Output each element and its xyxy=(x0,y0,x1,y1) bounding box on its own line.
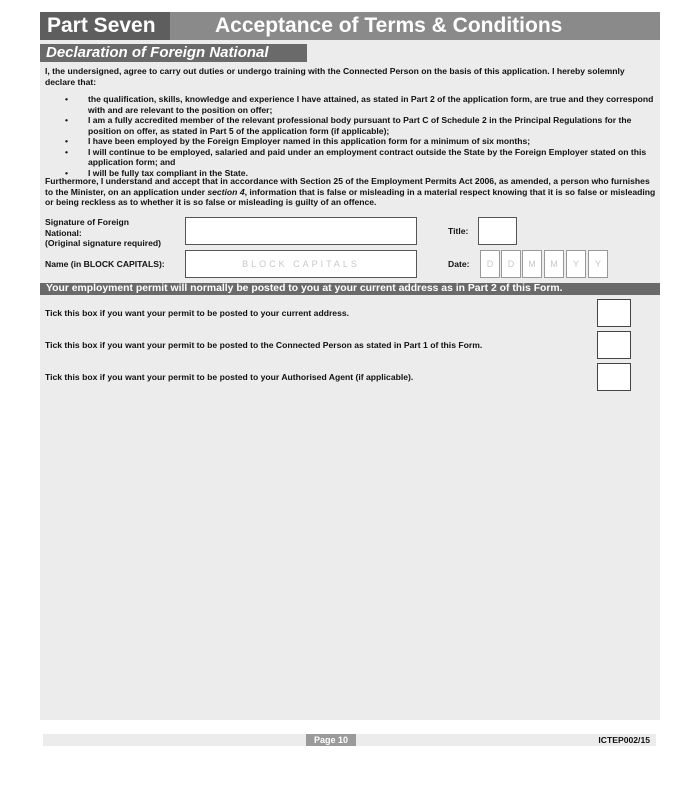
name-placeholder: BLOCK CAPITALS xyxy=(242,259,360,269)
declaration-item: • I will be fully tax compliant in the State. xyxy=(65,167,248,178)
page-number: Page 10 xyxy=(306,734,356,746)
tick-box-current-address[interactable] xyxy=(597,299,631,327)
declaration-item: • I will continue to be employed, salaried and paid under an employment contract outside the State by the Foreign Employer stated on this application form; and xyxy=(65,146,647,167)
declaration-list xyxy=(45,94,657,178)
declaration-item: • the qualification, skills, knowledge and experience I have attained, as stated in Part 2 of the application form, are true and they correspond with and are relevant to the position on offer; xyxy=(65,94,654,115)
tick-label-current-address: Tick this box if you want your permit to be posted to your current address. xyxy=(45,308,350,318)
date-year-2[interactable]: Y xyxy=(588,250,608,278)
title-field[interactable] xyxy=(478,217,517,245)
declaration-item: • I am a fully accredited member of the relevant professional body pursuant to Part C of Schedule 2 in the Principal Regulations for the position on offer, as stated in Part 5 of the application form (if applicable); xyxy=(65,115,632,136)
tick-box-authorised-agent[interactable] xyxy=(597,363,631,391)
form-code: ICTEP002/15 xyxy=(598,735,650,745)
part-header xyxy=(40,12,660,40)
name-field[interactable] xyxy=(185,250,417,278)
name-label: Name (in BLOCK CAPITALS): xyxy=(45,259,165,269)
date-label: Date: xyxy=(448,259,470,269)
intro-text: I, the undersigned, agree to carry out duties or undergo training with the Connected Person on the basis of this application. I hereby solemnly declare that: xyxy=(45,66,625,87)
bullet-icon: • xyxy=(65,167,69,178)
signature-field[interactable] xyxy=(185,217,417,245)
signature-label: Signature of Foreign National: (Original signature required) xyxy=(45,217,162,248)
date-month-2[interactable]: M xyxy=(544,250,564,278)
part-number: Part Seven xyxy=(40,12,170,40)
permit-posting-band: Your employment permit will normally be posted to you at your current address as in Part 2 of this Form. xyxy=(40,283,660,295)
furthermore-text: Furthermore, I understand and accept that in accordance with Section 25 of the Employment Permits Act 2006, as amended, a person who furnishes to the Minister, on an application under section 4, information that is false or misleading in a material respect knowing that it is so false or misleading or being reckless as to whether it is so false or misleading is guilty of an offence. xyxy=(45,176,656,207)
part-title: Acceptance of Terms & Conditions xyxy=(215,14,563,37)
tick-label-connected-person: Tick this box if you want your permit to be posted to the Connected Person as stated in Part 1 of this Form. xyxy=(45,340,483,350)
tick-label-authorised-agent: Tick this box if you want your permit to be posted to your Authorised Agent (if applicable). xyxy=(45,372,414,382)
bullet-icon: • xyxy=(65,115,69,125)
tick-box-connected-person[interactable] xyxy=(597,331,631,359)
title-label: Title: xyxy=(448,226,469,236)
date-day-1[interactable]: D xyxy=(480,250,500,278)
bullet-icon: • xyxy=(65,94,69,104)
bullet-icon: • xyxy=(65,146,69,157)
date-month-1[interactable]: M xyxy=(522,250,542,278)
date-year-1[interactable]: Y xyxy=(566,250,586,278)
declaration-item: • I have been employed by the Foreign Employer named in this application form for a minimum of six months; xyxy=(65,136,531,146)
date-day-2[interactable]: D xyxy=(501,250,521,278)
section-title: Declaration of Foreign National xyxy=(40,44,307,62)
bullet-icon: • xyxy=(65,136,69,146)
